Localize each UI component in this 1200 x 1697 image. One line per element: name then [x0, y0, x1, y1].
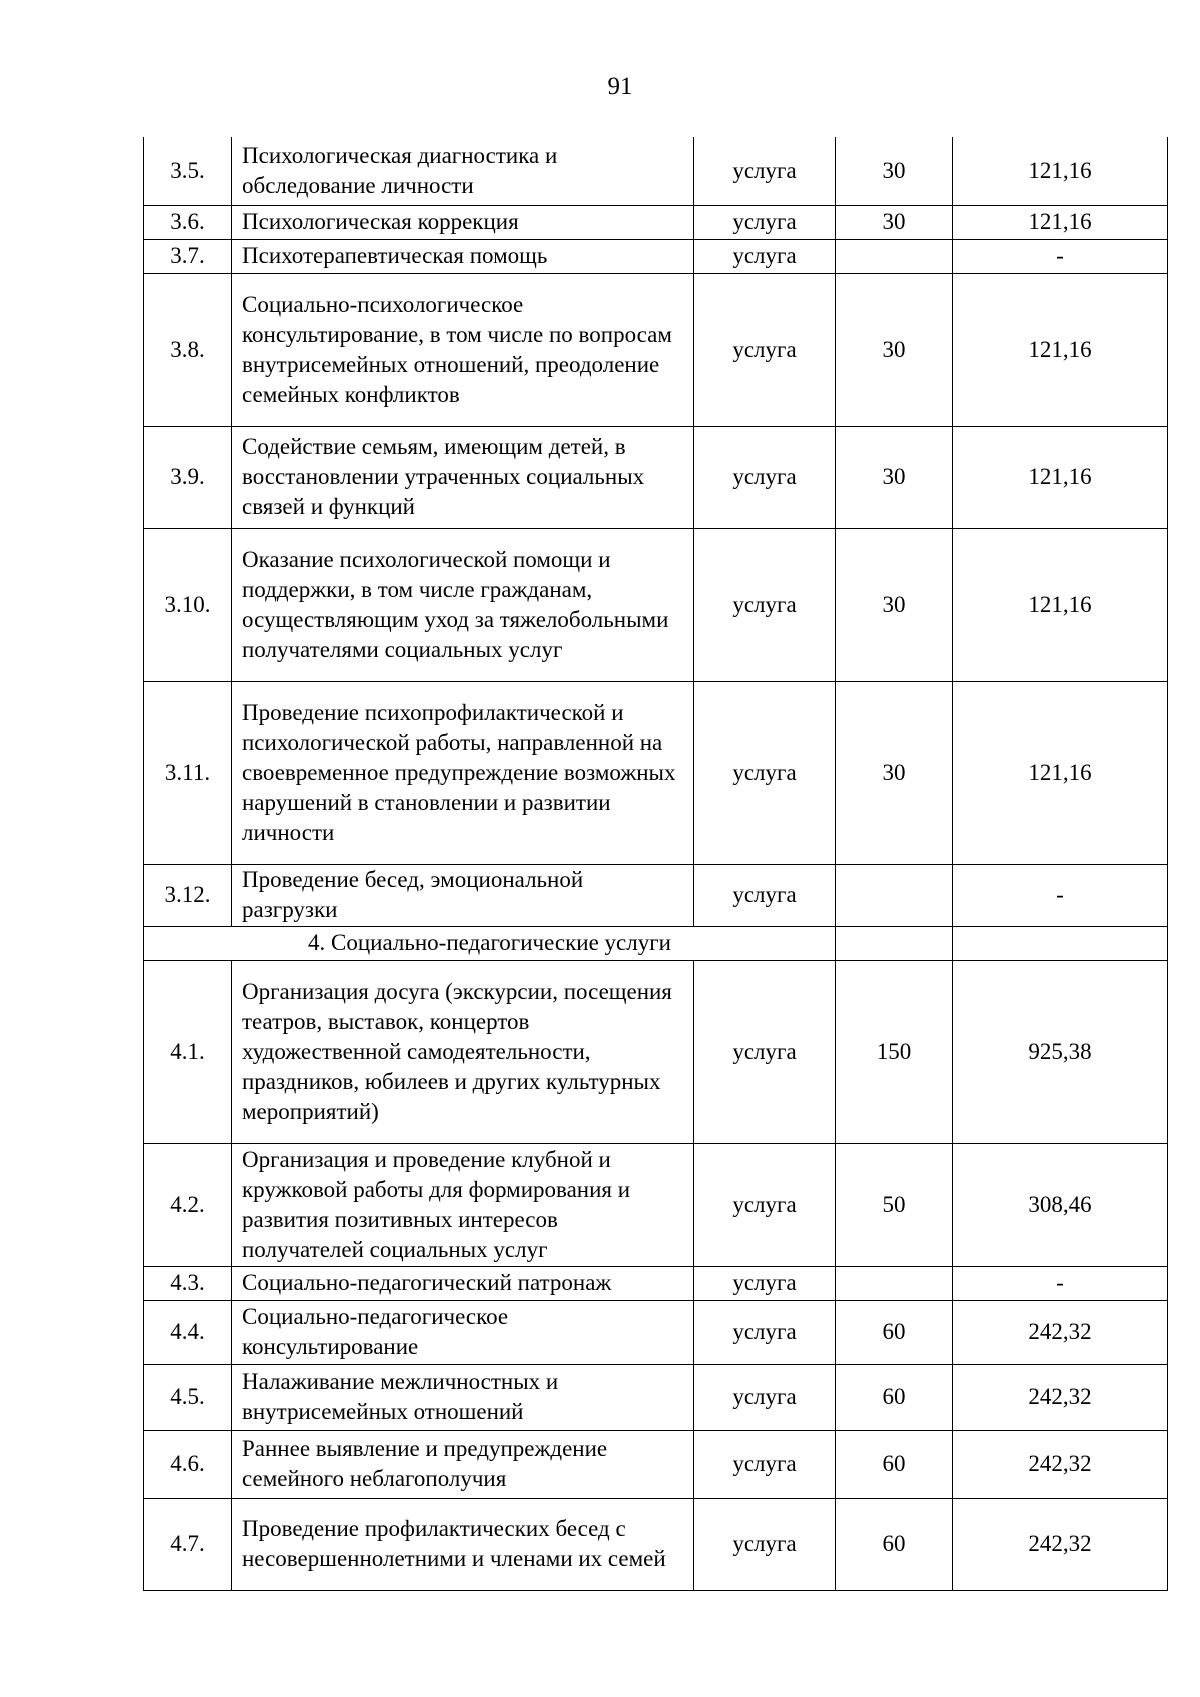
table-row: [144, 1364, 1168, 1430]
qty-cell: 30: [836, 273, 953, 426]
unit-cell: услуга: [694, 239, 836, 273]
qty-cell: 50: [836, 1143, 953, 1266]
service-number-cell: 3.7.: [144, 239, 232, 273]
unit-cell: услуга: [694, 681, 836, 864]
price-cell: 121,16: [953, 205, 1168, 239]
unit-cell: услуга: [694, 1364, 836, 1430]
table-row: [144, 137, 1168, 205]
qty-cell: 60: [836, 1498, 953, 1590]
service-name-cell: Проведение бесед, эмоциональной разгрузки: [232, 864, 694, 926]
unit-cell: услуга: [694, 1143, 836, 1266]
service-number-cell: 3.8.: [144, 273, 232, 426]
service-number-cell: 4.6.: [144, 1430, 232, 1498]
price-cell: 242,32: [953, 1364, 1168, 1430]
price-cell: -: [953, 1266, 1168, 1300]
table-row: [144, 1430, 1168, 1498]
service-name-cell: Проведение психопрофилактической и психологической работы, направленной на своевременное предупреждение возможных нарушений в становлении и развитии личности: [232, 681, 694, 864]
unit-cell: услуга: [694, 1300, 836, 1364]
qty-cell: 30: [836, 681, 953, 864]
service-name-cell: Оказание психологической помощи и поддержки, в том числе гражданам, осуществляющим уход за тяжелобольными получателями социальных услуг: [232, 528, 694, 681]
qty-cell: 60: [836, 1430, 953, 1498]
services-table: [143, 137, 1168, 1591]
section-title: 4. Социально-педагогические услуги: [144, 926, 836, 960]
unit-cell: услуга: [694, 1266, 836, 1300]
price-cell: 242,32: [953, 1430, 1168, 1498]
unit-cell: услуга: [694, 960, 836, 1143]
table-row: [144, 864, 1168, 926]
table-row: [144, 528, 1168, 681]
services-table-body: [144, 137, 1168, 1590]
qty-cell: 150: [836, 960, 953, 1143]
price-cell: [953, 926, 1168, 960]
service-name-cell: Социально-психологическое консультирование, в том числе по вопросам внутрисемейных отношений, преодоление семейных конфликтов: [232, 273, 694, 426]
service-number-cell: 4.7.: [144, 1498, 232, 1590]
table-row: [144, 681, 1168, 864]
service-name-cell: Налаживание межличностных и внутрисемейных отношений: [232, 1364, 694, 1430]
table-row: [144, 1266, 1168, 1300]
service-name-cell: Содействие семьям, имеющим детей, в восстановлении утраченных социальных связей и функций: [232, 426, 694, 528]
service-number-cell: 3.5.: [144, 137, 232, 205]
table-row: [144, 426, 1168, 528]
qty-cell: [836, 864, 953, 926]
table-row: [144, 239, 1168, 273]
unit-cell: услуга: [694, 1498, 836, 1590]
service-number-cell: 4.4.: [144, 1300, 232, 1364]
service-name-cell: Психологическая коррекция: [232, 205, 694, 239]
table-row: [144, 1300, 1168, 1364]
price-cell: 121,16: [953, 528, 1168, 681]
unit-cell: услуга: [694, 426, 836, 528]
service-number-cell: 3.9.: [144, 426, 232, 528]
price-cell: 242,32: [953, 1300, 1168, 1364]
price-cell: 242,32: [953, 1498, 1168, 1590]
price-cell: 308,46: [953, 1143, 1168, 1266]
unit-cell: услуга: [694, 137, 836, 205]
service-name-cell: Социально-педагогическое консультирование: [232, 1300, 694, 1364]
price-cell: -: [953, 239, 1168, 273]
qty-cell: 30: [836, 137, 953, 205]
unit-cell: услуга: [694, 205, 836, 239]
service-name-cell: Раннее выявление и предупреждение семейного неблагополучия: [232, 1430, 694, 1498]
service-name-cell: Психологическая диагностика и обследование личности: [232, 137, 694, 205]
service-name-cell: Организация досуга (экскурсии, посещения театров, выставок, концертов художественной самодеятельности, праздников, юбилеев и других культурных мероприятий): [232, 960, 694, 1143]
qty-cell: [836, 926, 953, 960]
service-number-cell: 4.1.: [144, 960, 232, 1143]
service-number-cell: 3.12.: [144, 864, 232, 926]
service-number-cell: 4.5.: [144, 1364, 232, 1430]
price-cell: 121,16: [953, 681, 1168, 864]
qty-cell: [836, 1266, 953, 1300]
price-cell: 121,16: [953, 273, 1168, 426]
service-number-cell: 4.2.: [144, 1143, 232, 1266]
service-number-cell: 3.11.: [144, 681, 232, 864]
page-number: 91: [607, 73, 633, 100]
section-header-row: [144, 926, 1168, 960]
service-name-cell: Психотерапевтическая помощь: [232, 239, 694, 273]
service-number-cell: 4.3.: [144, 1266, 232, 1300]
service-name-cell: Организация и проведение клубной и кружковой работы для формирования и развития позитивных интересов получателей социальных услуг: [232, 1143, 694, 1266]
service-number-cell: 3.10.: [144, 528, 232, 681]
price-cell: 925,38: [953, 960, 1168, 1143]
qty-cell: [836, 239, 953, 273]
qty-cell: 60: [836, 1300, 953, 1364]
table-row: [144, 960, 1168, 1143]
service-name-cell: Социально-педагогический патронаж: [232, 1266, 694, 1300]
table-row: [144, 1143, 1168, 1266]
unit-cell: услуга: [694, 1430, 836, 1498]
unit-cell: услуга: [694, 864, 836, 926]
table-row: [144, 273, 1168, 426]
table-row: [144, 1498, 1168, 1590]
service-number-cell: 3.6.: [144, 205, 232, 239]
qty-cell: 30: [836, 426, 953, 528]
price-cell: 121,16: [953, 137, 1168, 205]
unit-cell: услуга: [694, 273, 836, 426]
qty-cell: 30: [836, 205, 953, 239]
unit-cell: услуга: [694, 528, 836, 681]
price-cell: 121,16: [953, 426, 1168, 528]
price-cell: -: [953, 864, 1168, 926]
qty-cell: 30: [836, 528, 953, 681]
qty-cell: 60: [836, 1364, 953, 1430]
table-row: [144, 205, 1168, 239]
service-name-cell: Проведение профилактических бесед с несовершеннолетними и членами их семей: [232, 1498, 694, 1590]
